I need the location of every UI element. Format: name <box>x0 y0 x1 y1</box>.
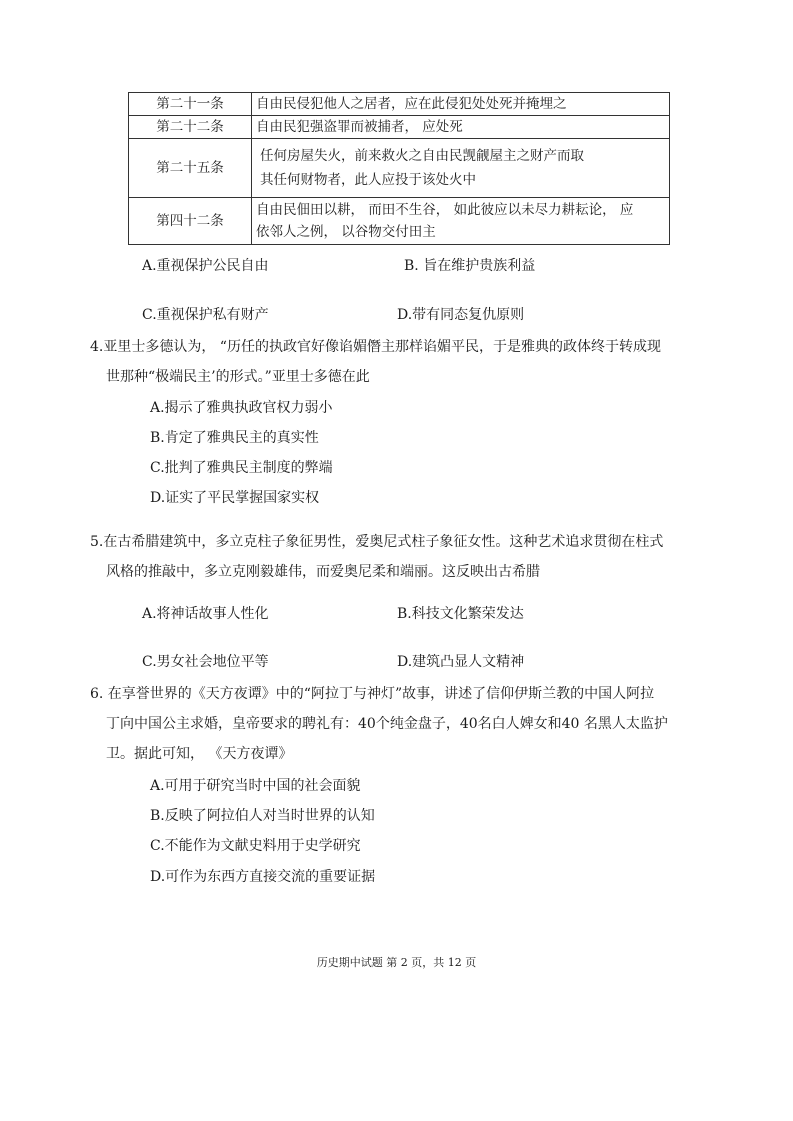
q6-stem-cont-2: 卫。据此可知， 《天方夜谭》 <box>106 746 293 762</box>
q4-stem-cont: 世那种“极端民主’的形式。”亚里士多德在此 <box>106 369 370 385</box>
q5-stem: 5.在古希腊建筑中，多立克柱子象征男性，爱奥尼式柱子象征女性。这种艺术追求贯彻在柱式 <box>90 534 664 550</box>
q6-stem-cont: 丁向中国公主求婚，皇帝要求的聘礼有：40个纯金盘子，40名白人婢女和40 名黑人太监护 <box>106 716 668 732</box>
table-row <box>129 93 670 116</box>
q5-option-b: B.科技文化繁荣发达 <box>397 606 524 622</box>
q3-option-a: A.重视保护公民自由 <box>142 258 269 274</box>
q4-option-c: C.批判了雅典民主制度的弊端 <box>150 460 333 476</box>
table-row <box>129 116 670 139</box>
article-number: 第二十五条 <box>129 139 252 198</box>
q4-option-a: A.揭示了雅典执政官权力弱小 <box>150 400 333 416</box>
article-text: 自由民犯强盗罪而被捕者， 应处死 <box>252 116 670 139</box>
q5-option-d: D.建筑凸显人文精神 <box>397 654 525 670</box>
q4-option-d: D.证实了平民掌握国家实权 <box>150 490 320 506</box>
q5-stem-cont: 风格的推敲中，多立克刚毅雄伟，而爱奥尼柔和端丽。这反映出古希腊 <box>106 564 540 580</box>
q5-option-a: A.将神话故事人性化 <box>142 606 269 622</box>
q6-option-a: A.可用于研究当时中国的社会面貌 <box>150 778 361 794</box>
q4-option-b: B.肯定了雅典民主的真实性 <box>150 430 319 446</box>
q6-stem: 6. 在享誉世界的《天方夜谭》中的“阿拉丁与神灯”故事，讲述了信仰伊斯兰教的中国人阿拉 <box>90 686 655 702</box>
article-number: 第二十一条 <box>129 93 252 116</box>
q3-option-d: D.带有同态复仇原则 <box>397 307 525 323</box>
table-row <box>129 198 670 245</box>
article-number: 第四十二条 <box>129 198 252 245</box>
q5-option-c: C.男女社会地位平等 <box>142 654 269 670</box>
article-text: 任何房屋失火，前来救火之自由民觊觎屋主之财产而取 其任何财物者，此人应投于该处火中 <box>252 139 670 198</box>
q6-option-b: B.反映了阿拉伯人对当时世界的认知 <box>150 808 375 824</box>
q3-option-c: C.重视保护私有财产 <box>142 307 269 323</box>
table-row <box>129 139 670 198</box>
article-text: 自由民侵犯他人之居者，应在此侵犯处处死并掩埋之 <box>252 93 670 116</box>
q4-stem: 4.亚里士多德认为， “历任的执政官好像谄媚僭主那样谄媚平民，于是雅典的政体终于转成现 <box>90 339 661 355</box>
q3-option-b: B. 旨在维护贵族利益 <box>404 258 536 274</box>
article-number: 第二十二条 <box>129 116 252 139</box>
q6-option-d: D.可作为东西方直接交流的重要证据 <box>150 869 376 885</box>
page-footer: 历史期中试题 第 2 页，共 12 页 <box>316 956 477 969</box>
q6-option-c: C.不能作为文献史料用于史学研究 <box>150 838 361 854</box>
law-table <box>128 92 670 245</box>
article-text: 自由民佃田以耕， 而田不生谷， 如此彼应以未尽力耕耘论， 应 依邻人之例， 以谷物交付田主 <box>252 198 670 245</box>
